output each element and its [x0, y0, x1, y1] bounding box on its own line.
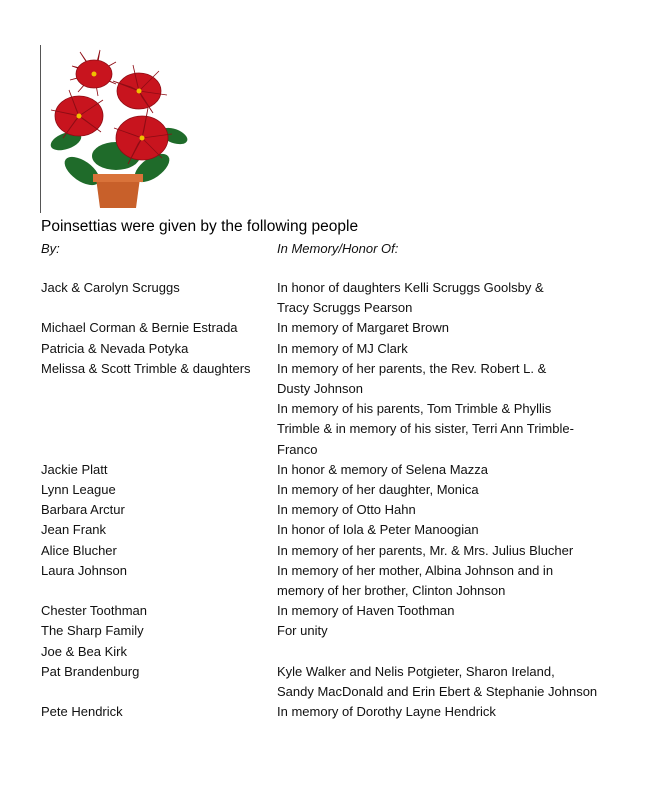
dedication-text: [277, 642, 641, 662]
donor-name: Jack & Carolyn Scruggs: [41, 280, 180, 295]
photo-divider-line: [40, 45, 41, 213]
donor-name: Jackie Platt: [41, 461, 108, 477]
donor-name: Lynn League: [41, 482, 116, 498]
list-item: [41, 520, 641, 540]
dedication-text: For unity: [277, 623, 328, 639]
dedication-text: In memory of Otto Hahn: [277, 502, 416, 518]
poinsettia-plant-photo: [44, 46, 190, 210]
column-header-by: By:: [41, 241, 60, 256]
dedication-text: In memory of Dorothy Layne Hendrick: [277, 704, 496, 720]
dedication-text: In honor of daughters Kelli Scruggs Goolsby & Tracy Scruggs Pearson: [277, 280, 544, 316]
dedication-text: In memory of her parents, the Rev. Robert L. & Dusty Johnson: [277, 360, 547, 397]
list-item: [41, 561, 641, 601]
donor-name: Patricia & Nevada Potyka: [41, 340, 189, 356]
donor-name: [41, 399, 277, 460]
dedication-text: In memory of her parents, Mr. & Mrs. Julius Blucher: [277, 542, 574, 558]
list-item: [41, 621, 641, 641]
dedication-text: In memory of MJ Clark: [277, 340, 408, 356]
list-item: [41, 480, 641, 500]
dedication-text: In memory of his parents, Tom Trimble & Phyllis Trimble & in memory of his sister, Terri Ann Trimble- Franco: [277, 401, 574, 457]
donor-name: Melissa & Scott Trimble & daughters: [41, 360, 251, 376]
list-item: [41, 339, 641, 359]
donor-name: Jean Frank: [41, 522, 107, 538]
dedication-text: In memory of her daughter, Monica: [277, 482, 479, 498]
dedication-text: In memory of Margaret Brown: [277, 320, 449, 336]
list-item: [41, 318, 641, 338]
dedication-text: Kyle Walker and Nelis Potgieter, Sharon Ireland, Sandy MacDonald and Erin Ebert & Stephanie Johnson: [277, 663, 598, 700]
donor-name: Pete Hendrick: [41, 704, 123, 720]
list-item: [41, 702, 641, 722]
dedication-text: In honor of Iola & Peter Manoogian: [277, 522, 479, 538]
list-item: [41, 642, 641, 662]
donor-name: Barbara Arctur: [41, 502, 125, 518]
donor-name: The Sharp Family: [41, 623, 144, 639]
column-header-memory: In Memory/Honor Of:: [277, 241, 399, 256]
list-item: [41, 662, 641, 702]
page-title: Poinsettias were given by the following people: [41, 218, 359, 235]
donor-name: Chester Toothman: [41, 603, 147, 619]
dedication-text: In honor & memory of Selena Mazza: [277, 461, 488, 477]
list-item: [41, 460, 641, 480]
list-item: [41, 500, 641, 520]
list-item: [41, 541, 641, 561]
list-item: [41, 359, 641, 399]
donor-name: Pat Brandenburg: [41, 663, 140, 679]
donor-name: Michael Corman & Bernie Estrada: [41, 320, 238, 336]
dedication-text: In memory of her mother, Albina Johnson and in memory of her brother, Clinton Johnson: [277, 562, 554, 599]
list-item: [41, 399, 641, 460]
list-item: [41, 278, 641, 318]
donor-name: Joe & Bea Kirk: [41, 643, 127, 659]
donor-list: [41, 278, 641, 722]
donor-name: Alice Blucher: [41, 542, 117, 558]
dedication-text: In memory of Haven Toothman: [277, 603, 455, 619]
donor-name: Laura Johnson: [41, 562, 128, 578]
list-item: [41, 601, 641, 621]
